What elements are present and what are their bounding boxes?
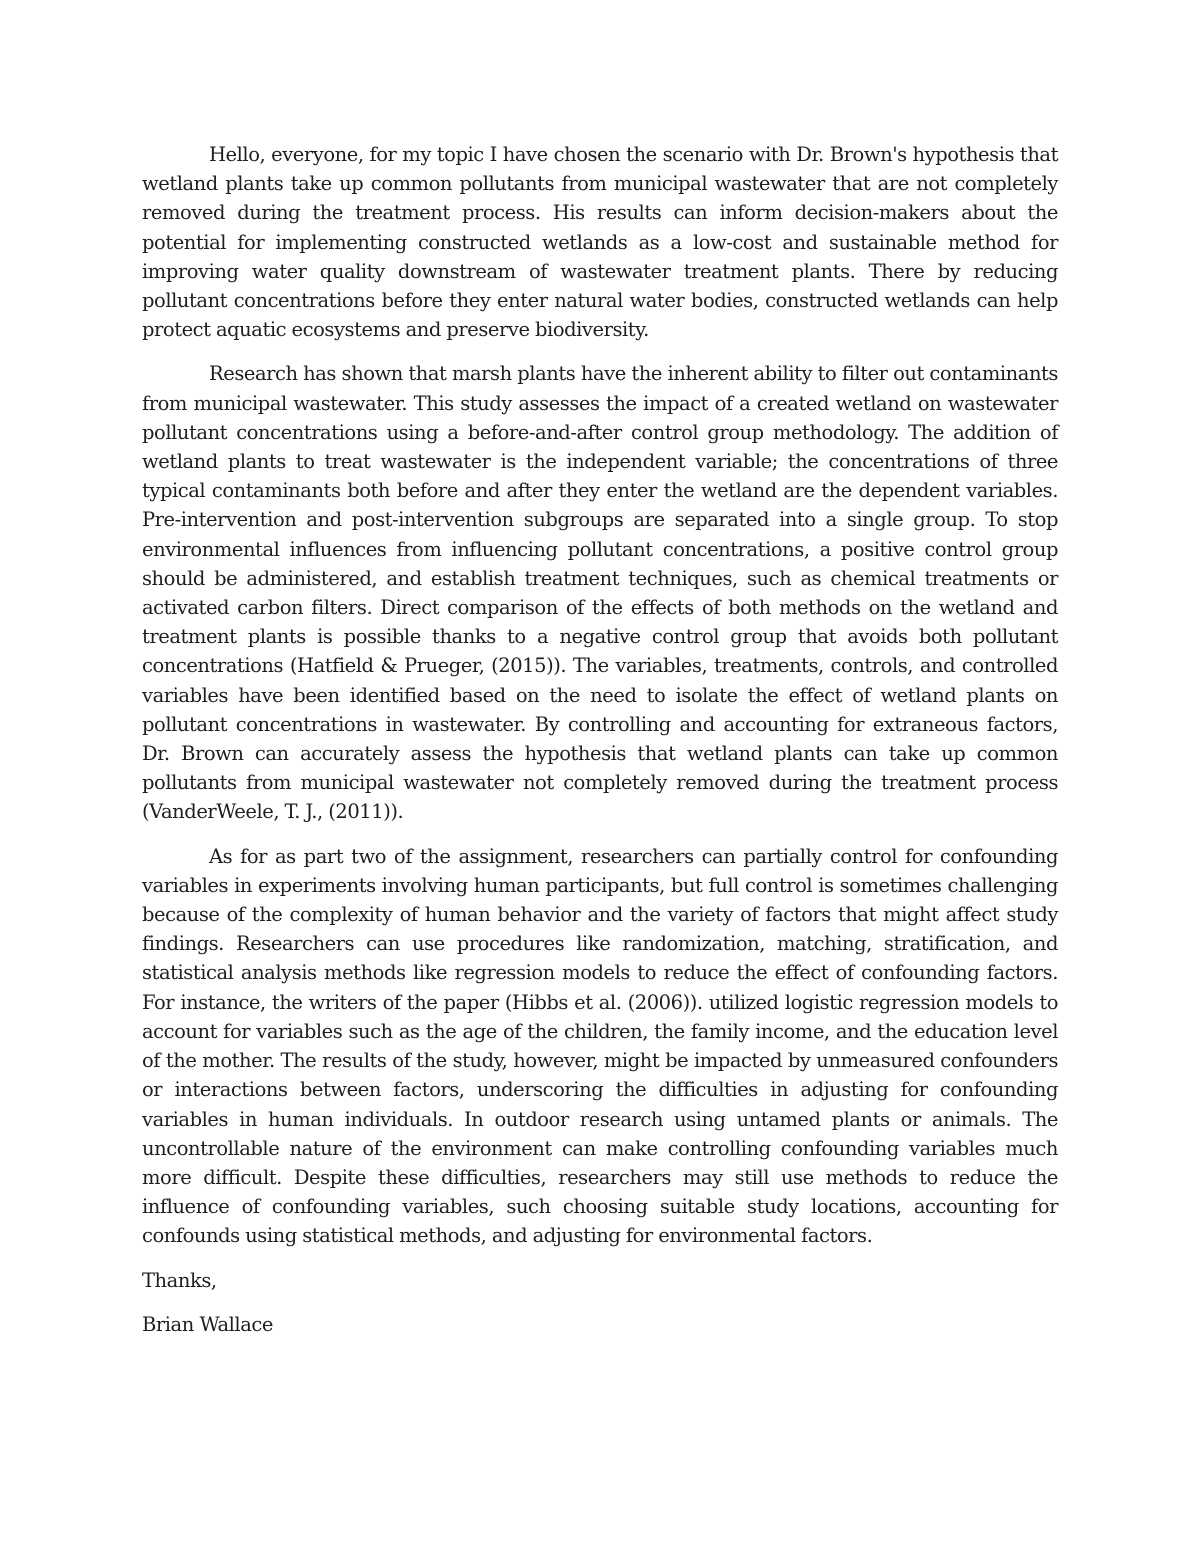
- closing-line: Thanks,: [142, 1268, 217, 1292]
- paragraph-study-design: Research has shown that marsh plants have the inherent ability to filter out contaminants from municipal wastewater. This study assesses the impact of a created wetland on wastewater pollutant concentrations using a before-and-after control group methodology. The addition of wetland plants to treat wastewater is the independent variable; the concentrations of three typical contaminants both before and after they enter the wetland are the dependent variables. Pre-intervention and post-intervention subgroups are separated into a single group. To stop environmental influences from influencing pollutant concentrations, a positive control group should be administered, and establish treatment techniques, such as chemical treatments or activated carbon filters. Direct comparison of the effects of both methods on the wetland and treatment plants is possible thanks to a negative control group that avoids both pollutant concentrations (Hatfield & Prueger, (2015)). The variables, treatments, controls, and controlled variables have been identified based on the need to isolate the effect of wetland plants on pollutant concentrations in wastewater. By controlling and accounting for extraneous factors, Dr. Brown can accurately assess the hypothesis that wetland plants can take up common pollutants from municipal wastewater not completely removed during the treatment process (VanderWeele, T. J., (2011)).: [142, 362, 1058, 824]
- paragraph-introduction: Hello, everyone, for my topic I have chosen the scenario with Dr. Brown's hypothesis that wetland plants take up common pollutants from municipal wastewater that are not completely removed during the treatment process. His results can inform decision-makers about the potential for implementing constructed wetlands as a low-cost and sustainable method for improving water quality downstream of wastewater treatment plants. There by reducing pollutant concentrations before they enter natural water bodies, constructed wetlands can help protect aquatic ecosystems and preserve biodiversity.: [142, 143, 1058, 342]
- document-body: [142, 140, 1058, 1354]
- signature: Brian Wallace: [142, 1312, 273, 1336]
- paragraph-confounding-variables: As for as part two of the assignment, researchers can partially control for confounding variables in experiments involving human participants, but full control is sometimes challenging because of the complexity of human behavior and the variety of factors that might affect study findings. Researchers can use procedures like randomization, matching, stratification, and statistical analysis methods like regression models to reduce the effect of confounding factors. For instance, the writers of the paper (Hibbs et al. (2006)). utilized logistic regression models to account for variables such as the age of the children, the family income, and the education level of the mother. The results of the study, however, might be impacted by unmeasured confounders or interactions between factors, underscoring the difficulties in adjusting for confounding variables in human individuals. In outdoor research using untamed plants or animals. The uncontrollable nature of the environment can make controlling confounding variables much more difficult. Despite these difficulties, researchers may still use methods to reduce the influence of confounding variables, such choosing suitable study locations, accounting for confounds using statistical methods, and adjusting for environmental factors.: [142, 844, 1058, 1248]
